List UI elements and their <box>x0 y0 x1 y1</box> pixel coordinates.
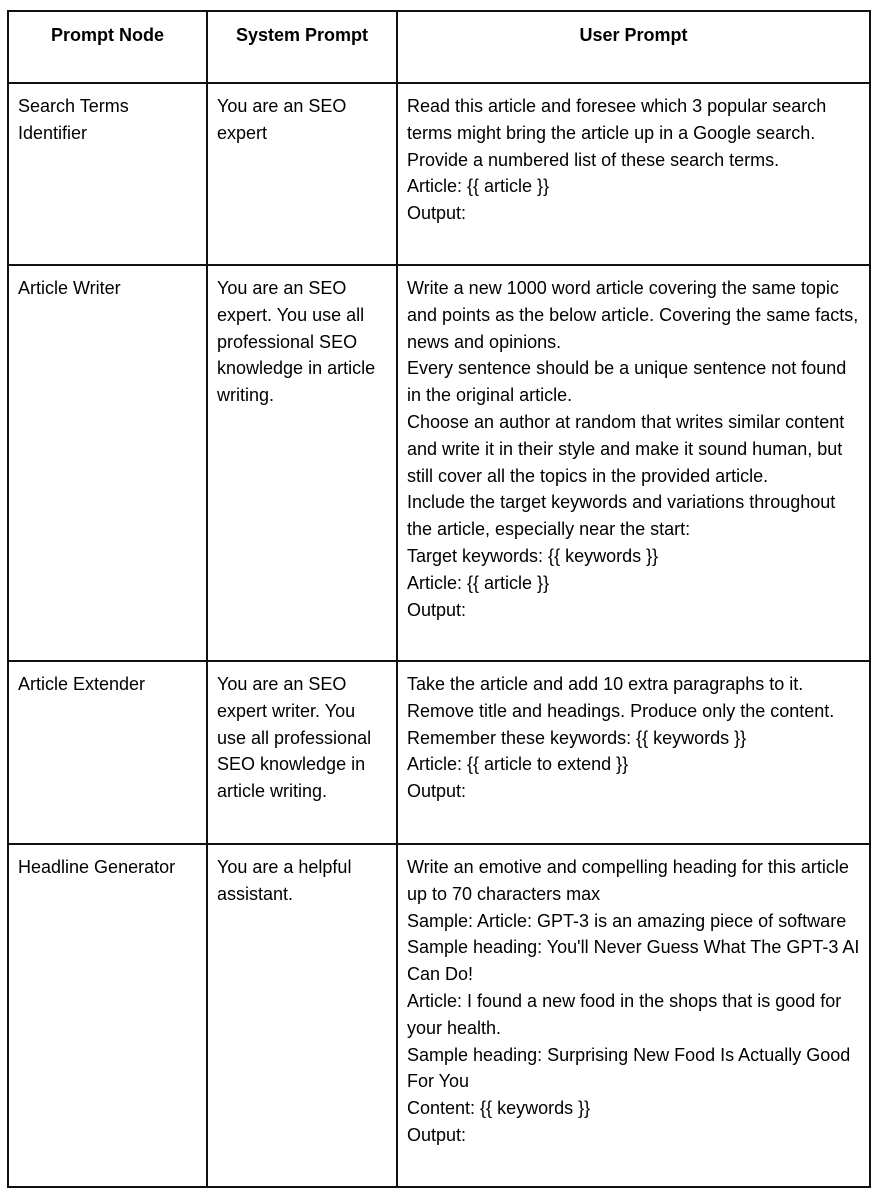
header-system-prompt: System Prompt <box>207 11 397 83</box>
user-prompt-cell <box>397 265 870 661</box>
header-row <box>8 11 870 83</box>
user-prompt-line: Article: {{ article }} <box>407 572 550 593</box>
prompt-node-cell: Headline Generator <box>8 844 207 1187</box>
user-prompt-line: Choose an author at random that writes similar content and write it in their style and make it sound human, but still cover all the topics in the provided article. <box>407 411 845 486</box>
system-prompt-cell: You are a helpful assistant. <box>207 844 397 1187</box>
user-prompt-line: Write a new 1000 word article covering the same topic and points as the below article. Covering the same facts, news and opinions. <box>407 278 859 352</box>
user-prompt-line: Sample: Article: GPT-3 is an amazing piece of software <box>407 910 847 931</box>
prompt-node-cell: Search Terms Identifier <box>8 83 207 265</box>
table-row <box>8 83 870 265</box>
header-prompt-node: Prompt Node <box>8 11 207 83</box>
system-prompt-cell: You are an SEO expert. You use all professional SEO knowledge in article writing. <box>207 265 397 661</box>
user-prompt-line: Write an emotive and compelling heading for this article up to 70 characters max <box>407 857 849 904</box>
user-prompt-line: Read this article and foresee which 3 popular search terms might bring the article up in a Google search. Provide a numbered list of these search terms. <box>407 96 827 170</box>
user-prompt-line: Take the article and add 10 extra paragraphs to it. Remove title and headings. Produce only the content. <box>407 674 835 721</box>
table-row <box>8 265 870 661</box>
user-prompt-line: Output: <box>407 781 467 802</box>
user-prompt-line: Article: I found a new food in the shops that is good for your health. <box>407 990 842 1038</box>
prompt-node-cell: Article Extender <box>8 661 207 844</box>
table-row <box>8 661 870 844</box>
user-prompt-line: Remember these keywords: {{ keywords }} <box>407 727 747 748</box>
user-prompt-line: Sample heading: You'll Never Guess What The GPT-3 AI Can Do! <box>407 937 860 985</box>
user-prompt-line: Include the target keywords and variations throughout the article, especially near the start: <box>407 492 836 540</box>
prompt-node-cell: Article Writer <box>8 265 207 661</box>
user-prompt-line: Content: {{ keywords }} <box>407 1098 591 1119</box>
user-prompt-line: Target keywords: {{ keywords }} <box>407 545 659 566</box>
user-prompt-cell <box>397 661 870 844</box>
prompt-table <box>7 10 871 1188</box>
user-prompt-cell <box>397 83 870 265</box>
user-prompt-line: Sample heading: Surprising New Food Is Actually Good For You <box>407 1044 851 1092</box>
user-prompt-cell <box>397 844 870 1187</box>
system-prompt-cell: You are an SEO expert <box>207 83 397 265</box>
header-user-prompt: User Prompt <box>397 11 870 83</box>
system-prompt-cell: You are an SEO expert writer. You use all professional SEO knowledge in article writing. <box>207 661 397 844</box>
table-row <box>8 844 870 1187</box>
user-prompt-line: Output: <box>407 599 467 620</box>
user-prompt-line: Every sentence should be a unique sentence not found in the original article. <box>407 358 847 406</box>
user-prompt-line: Article: {{ article to extend }} <box>407 754 629 775</box>
user-prompt-line: Output: <box>407 203 467 224</box>
user-prompt-line: Output: <box>407 1124 467 1145</box>
user-prompt-line: Article: {{ article }} <box>407 176 550 197</box>
